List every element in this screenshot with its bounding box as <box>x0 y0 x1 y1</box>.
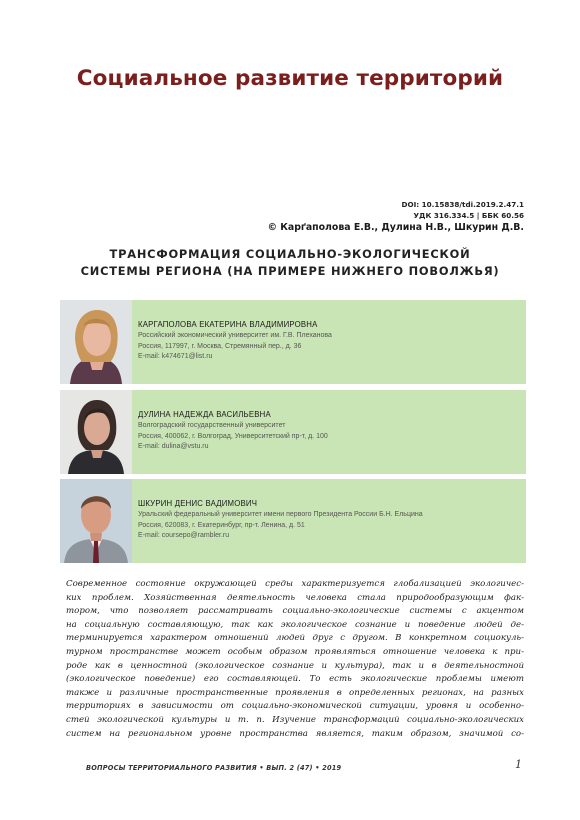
author-name: КАРГАПОЛОВА ЕКАТЕРИНА ВЛАДИМИРОВНА <box>138 320 318 329</box>
author-affiliation: Волгоградский государственный университет <box>138 422 286 429</box>
abstract <box>66 578 524 741</box>
author-card <box>60 479 526 563</box>
abstract-line: также и различные пространственные проявления в определенных регионах, на разных <box>66 687 524 698</box>
page-number: 1 <box>515 758 522 771</box>
author-address: Россия, 117997, г. Москва, Стремянный пер., д. 36 <box>138 342 302 350</box>
author-name: ШКУРИН ДЕНИС ВАДИМОВИЧ <box>138 499 258 508</box>
journal-footer: ВОПРОСЫ ТЕРРИТОРИАЛЬНОГО РАЗВИТИЯ • ВЫП. 2 (47) • 2019 <box>86 764 342 772</box>
author-email[interactable]: E-mail: coursepo@rambler.ru <box>138 532 230 540</box>
author-photo-woman-dark-hair <box>60 390 132 474</box>
abstract-line: тором, что позволяет рассматривать социально-экологические системы с акцентом <box>66 606 524 617</box>
author-affiliation: Уральский федеральный университет имени первого Президента России Б.Н. Ельцина <box>138 511 423 518</box>
abstract-line: Современное состояние окружающей среды характеризуется глобализацией экологичес- <box>66 579 524 589</box>
article-title <box>60 246 520 280</box>
author-email[interactable]: E-mail: k474671@list.ru <box>138 353 213 361</box>
author-photo-man <box>60 479 132 563</box>
authors-copyright: © Карґаполова Е.В., Дулина Н.В., Шкурин Д.В. <box>267 222 524 233</box>
abstract-line: на социальную составляющую, так как экологическое сознание и поведение людей де- <box>66 619 524 630</box>
author-info <box>138 498 423 542</box>
abstract-line: стей экологической культуры и т. п. Изучение трансформаций социально-экологических <box>66 714 524 725</box>
author-name: ДУЛИНА НАДЕЖДА ВАСИЛЬЕВНА <box>138 410 271 419</box>
abstract-line: ких проблем. Хозяйственная деятельность человека стала природообразующим фак- <box>66 592 524 603</box>
author-info <box>138 319 332 363</box>
article-title-line-1: ТРАНСФОРМАЦИЯ СОЦИАЛЬНО-ЭКОЛОГИЧЕСКОЙ <box>109 247 471 261</box>
author-address: Россия, 400062, г. Волгоград, Университетский пр-т, д. 100 <box>138 432 328 440</box>
article-title-line-2: СИСТЕМЫ РЕГИОНА (НА ПРИМЕРЕ НИЖНЕГО ПОВОЛЖЬЯ) <box>80 264 500 278</box>
abstract-line: систем на региональном уровне пространства является, таким образом, значимой со- <box>66 728 524 739</box>
abstract-line: роде как в ценностной (экологическое сознание и культура), так и в деятельностной <box>66 660 524 671</box>
doi: DOI: 10.15838/tdi.2019.2.47.1 <box>401 200 524 209</box>
author-info <box>138 409 328 453</box>
author-affiliation: Российский экономический университет им. Г.В. Плеханова <box>138 332 332 339</box>
author-address: Россия, 620083, г. Екатеринбург, пр-т. Ленина, д. 51 <box>138 521 305 529</box>
abstract-line: турном пространстве может особым образом проявляться отношение человека к при- <box>66 646 524 657</box>
author-card <box>60 300 526 384</box>
section-title: Социальное развитие территорий <box>76 66 504 91</box>
author-email[interactable]: E-mail: dulina@vstu.ru <box>138 443 209 451</box>
author-card <box>60 390 526 474</box>
udk-bbk: УДК 316.334.5 | ББК 60.56 <box>413 211 524 220</box>
abstract-line: (экологическое поведение) его составляющей. То есть экологические проблемы имеют <box>66 674 524 685</box>
author-photo-woman-blonde <box>60 300 132 384</box>
abstract-line: терминируется характером отношений людей друг с другом. В конкретном социокуль- <box>66 633 524 644</box>
abstract-line: территориях в зависимости от социально-экономической ситуации, уровня и особенно- <box>66 701 524 712</box>
